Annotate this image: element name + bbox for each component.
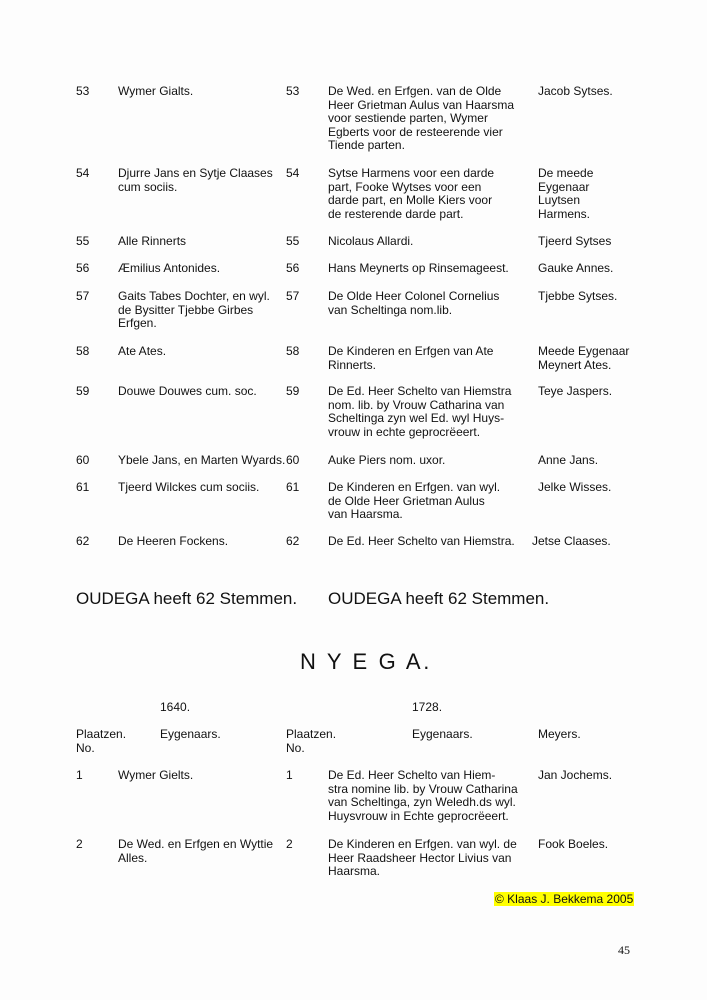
place-number-1728: 56 (286, 261, 300, 275)
place-number-1640: 60 (76, 453, 90, 467)
owner-1728: De Kinderen en Erfgen van Ate Rinnerts. (328, 344, 494, 372)
place-number-1728: 59 (286, 384, 300, 398)
header-meyers: Meyers. (538, 727, 581, 741)
owner-1728: De Wed. en Erfgen. van de Olde Heer Grietman Aulus van Haarsma voor sestiende parten, Wymer Egberts voor de resteerende vier Tiende parten. (328, 84, 515, 153)
place-number-1640: 61 (76, 480, 90, 494)
summary-votes-1728: OUDEGA heeft 62 Stemmen. (328, 589, 550, 608)
place-number-1728: 61 (286, 480, 300, 494)
header-eygenaars-1728: Eygenaars. (412, 727, 473, 741)
page-number: 45 (618, 943, 630, 957)
owner-1728: Hans Meynerts op Rinsemageest. (328, 261, 509, 275)
place-number-1640: 53 (76, 84, 90, 98)
header-plaatzen-1728: Plaatzen. No. (286, 727, 337, 755)
place-number-1728: 57 (286, 289, 300, 303)
place-number-1728: 58 (286, 344, 300, 358)
place-number-1640: 58 (76, 344, 90, 358)
meyer: De meede Eygenaar Luytsen Harmens. (538, 166, 594, 221)
meyer: Gauke Annes. (538, 261, 614, 275)
owner-1728: De Kinderen en Erfgen. van wyl. de Olde Heer Grietman Aulus van Haarsma. (328, 480, 501, 522)
place-number-1728: 60 (286, 453, 300, 467)
owner-1728: Nicolaus Allardi. (328, 234, 414, 248)
place-number-1640: 1 (76, 768, 83, 782)
header-plaatzen-1640: Plaatzen. No. (76, 727, 127, 755)
meyer: Jetse Claases. (532, 534, 611, 548)
owner-1640: Alle Rinnerts (118, 234, 187, 248)
owner-1640: Wymer Gielts. (118, 768, 194, 782)
meyer: Jacob Sytses. (538, 84, 613, 98)
place-number-1728: 2 (286, 837, 293, 851)
place-number-1640: 55 (76, 234, 90, 248)
owner-1640: Ate Ates. (118, 344, 167, 358)
year-1640: 1640. (160, 700, 191, 714)
meyer: Tjebbe Sytses. (538, 289, 618, 303)
owner-1728: De Kinderen en Erfgen. van wyl. de Heer Raadsheer Hector Livius van Haarsma. (328, 837, 517, 879)
place-number-1640: 59 (76, 384, 90, 398)
place-number-1640: 2 (76, 837, 83, 851)
owner-1728: Sytse Harmens voor een darde part, Fooke Wytses voor een darde part, en Molle Kiers voor de resterende darde part. (328, 166, 495, 221)
place-number-1728: 55 (286, 234, 300, 248)
meyer: Meede Eygenaar Meynert Ates. (538, 344, 630, 372)
copyright-notice: © Klaas J. Bekkema 2005 (495, 892, 634, 906)
meyer: Anne Jans. (538, 453, 599, 467)
meyer: Jan Jochems. (538, 768, 613, 782)
section-title: N Y E G A. (300, 649, 432, 674)
place-number-1728: 1 (286, 768, 293, 782)
meyer: Teye Jaspers. (538, 384, 613, 398)
place-number-1640: 56 (76, 261, 90, 275)
owner-1640: Douwe Douwes cum. soc. (118, 384, 257, 398)
owner-1640: Ybele Jans, en Marten Wyards. (118, 453, 286, 467)
header-eygenaars-1640: Eygenaars. (160, 727, 221, 741)
owner-1728: De Olde Heer Colonel Cornelius van Scheltinga nom.lib. (328, 289, 500, 317)
owner-1728: De Ed. Heer Schelto van Hiemstra. (328, 534, 515, 548)
owner-1640: De Wed. en Erfgen en Wyttie Alles. (118, 837, 274, 865)
meyer: Jelke Wisses. (538, 480, 612, 494)
place-number-1728: 54 (286, 166, 300, 180)
owner-1728: De Ed. Heer Schelto van Hiemstra nom. lib. by Vrouw Catharina van Scheltinga zyn wel Ed. wyl Huys- vrouw in echte geprocrëeert. (328, 384, 512, 439)
place-number-1640: 57 (76, 289, 90, 303)
year-1728: 1728. (412, 700, 443, 714)
owner-1640: Æmilius Antonides. (118, 261, 221, 275)
place-number-1728: 53 (286, 84, 300, 98)
owner-1640: Djurre Jans en Sytje Claases cum sociis. (118, 166, 273, 194)
owner-1640: Gaits Tabes Dochter, en wyl. de Bysitter Tjebbe Girbes Erfgen. (118, 289, 270, 331)
meyer: Fook Boeles. (538, 837, 609, 851)
owner-1728: De Ed. Heer Schelto van Hiem- stra nomine lib. by Vrouw Catharina van Scheltinga, zyn Weledh.ds wyl. Huysvrouw in Echte geprocrëeert. (328, 768, 518, 823)
owner-1640: Tjeerd Wilckes cum sociis. (118, 480, 260, 494)
place-number-1640: 62 (76, 534, 90, 548)
owner-1728: Auke Piers nom. uxor. (328, 453, 446, 467)
place-number-1640: 54 (76, 166, 90, 180)
owner-1640: De Heeren Fockens. (118, 534, 229, 548)
place-number-1728: 62 (286, 534, 300, 548)
owner-1640: Wymer Gialts. (118, 84, 194, 98)
summary-votes-1640: OUDEGA heeft 62 Stemmen. (76, 589, 298, 608)
meyer: Tjeerd Sytses (538, 234, 612, 248)
